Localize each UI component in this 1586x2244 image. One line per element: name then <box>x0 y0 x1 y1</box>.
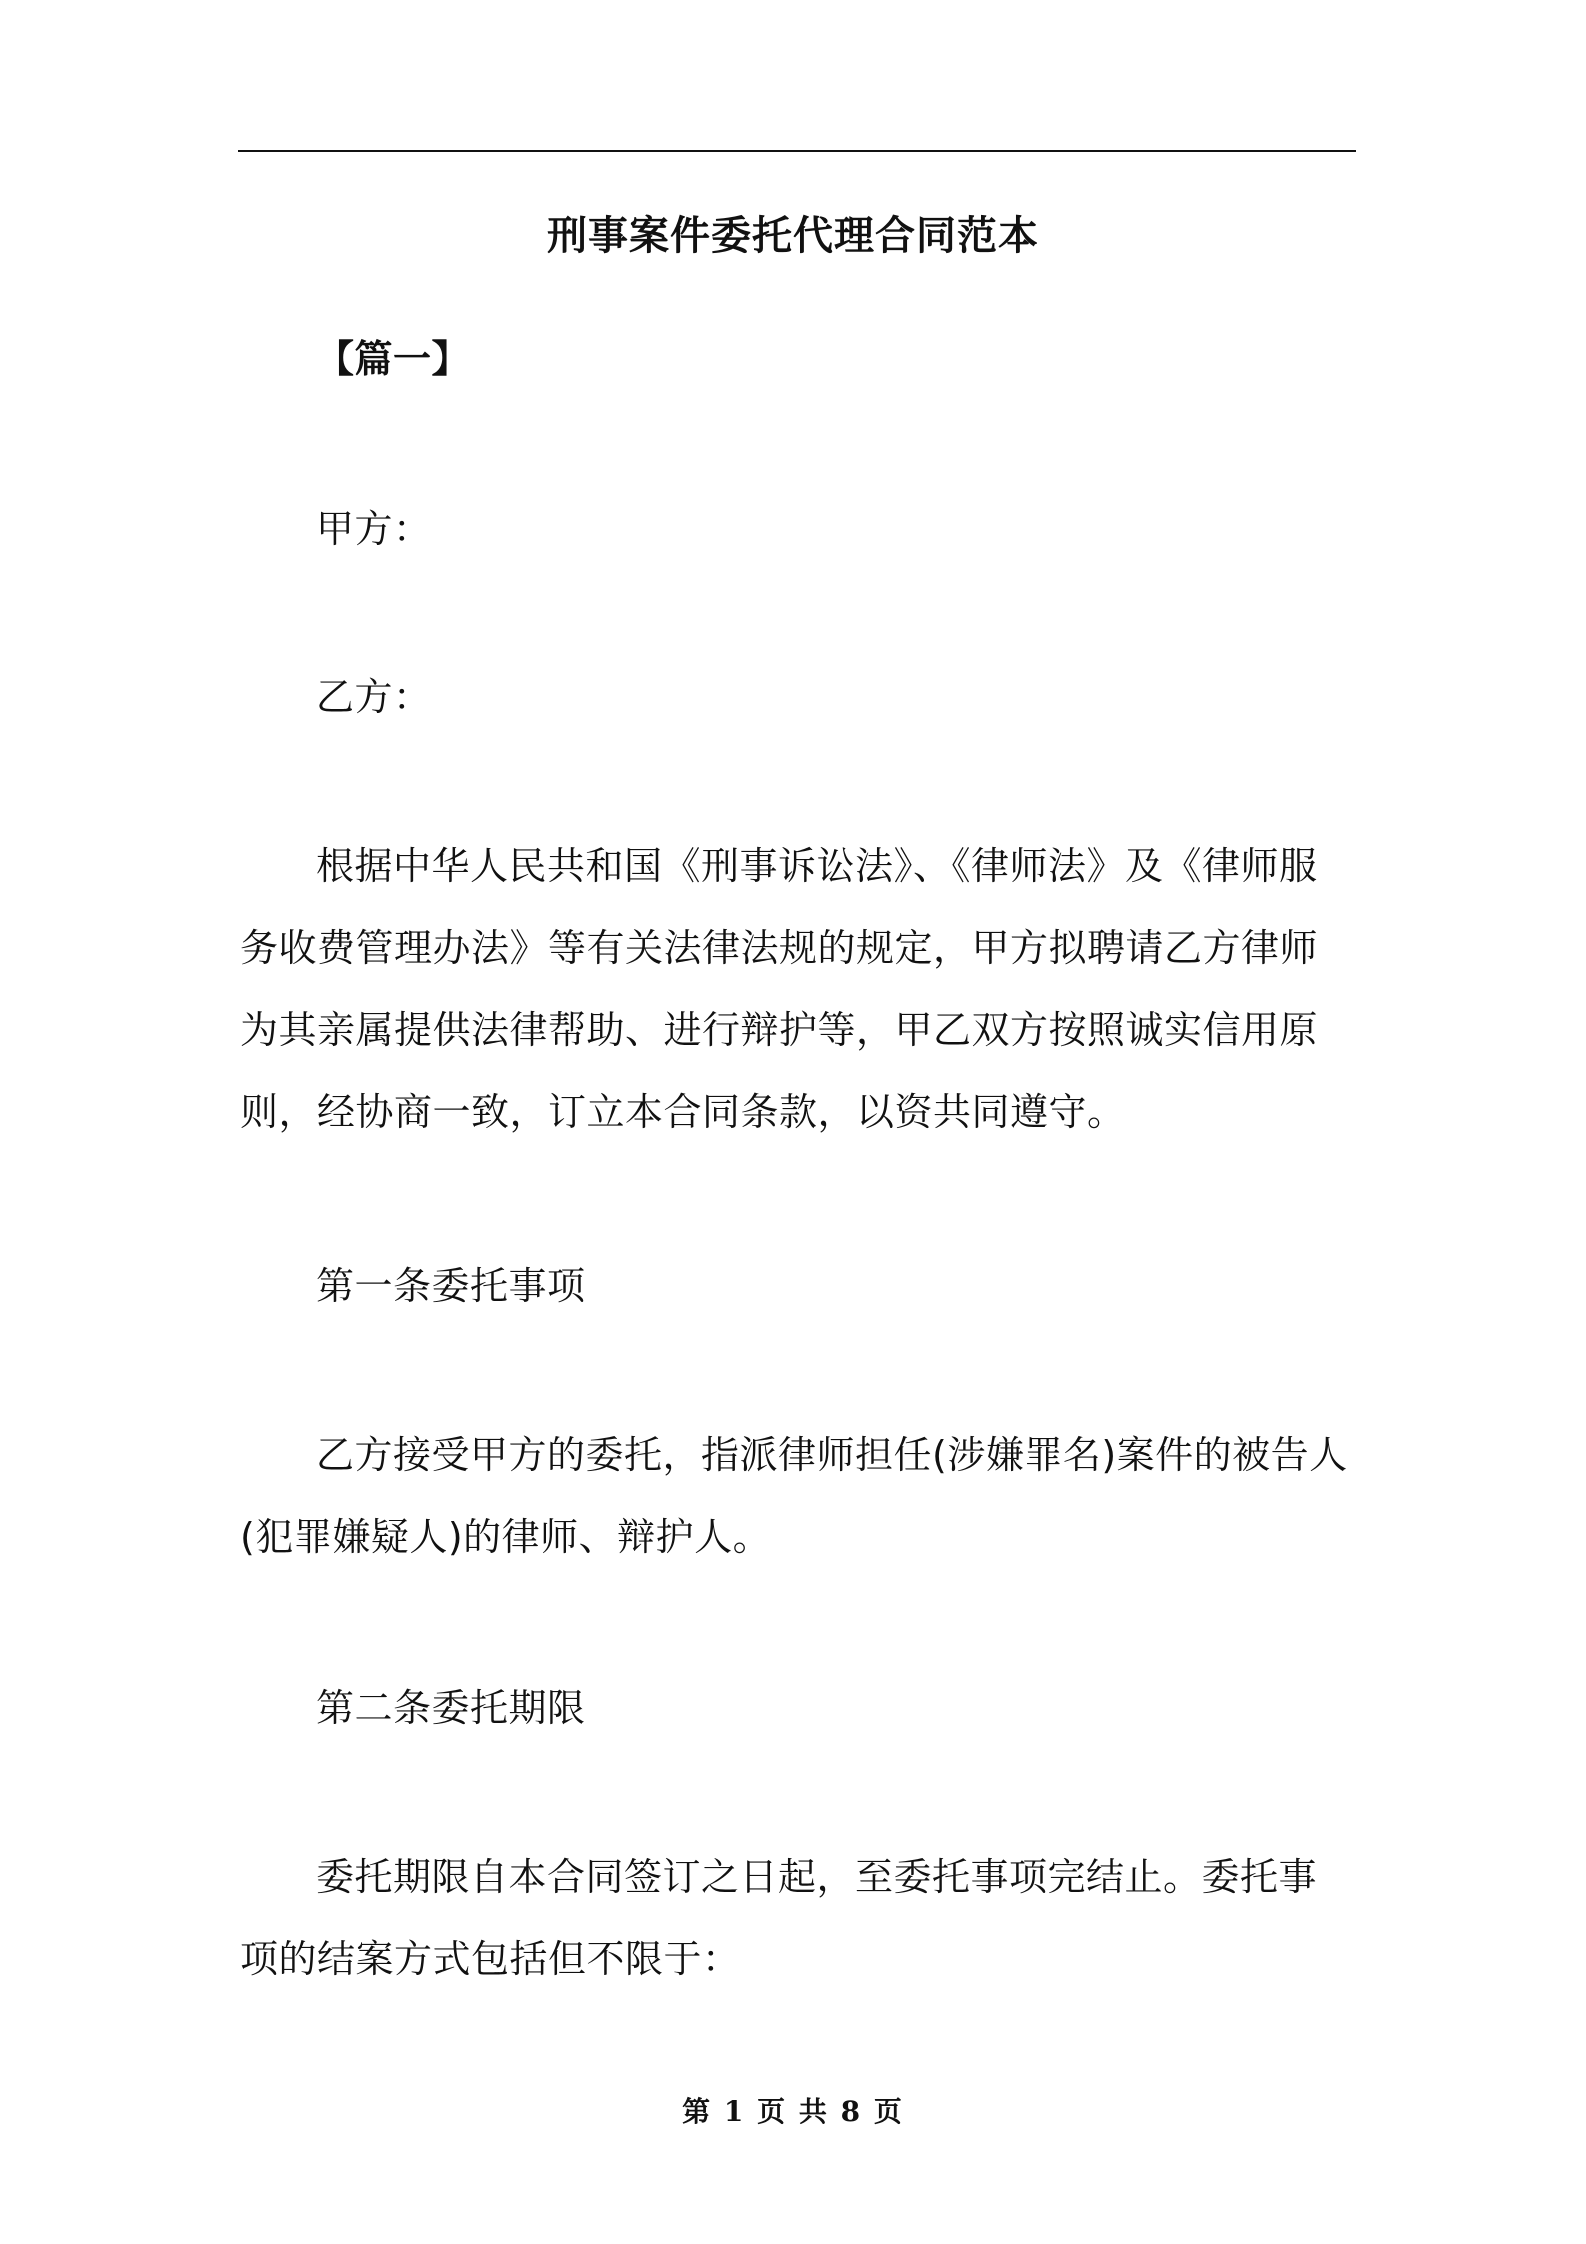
article-1-body: 乙方接受甲方的委托，指派律师担任(涉嫌罪名)案件的被告人(犯罪嫌疑人)的律师、辩护人。 <box>240 1433 1348 1559</box>
article-1-title: 第一条委托事项 <box>316 1264 586 1308</box>
party-a-label: 甲方： <box>316 507 432 551</box>
intro-paragraph: 根据中华人民共和国《刑事诉讼法》、《律师法》及《律师服务收费管理办法》等有关法律法规的规定，甲方拟聘请乙方律师为其亲属提供法律帮助、进行辩护等，甲乙双方按照诚实信用原则，经协商一致，订立本合同条款，以资共同遵守。 <box>240 844 1319 1134</box>
party-b-label: 乙方： <box>316 675 432 719</box>
article-2-title: 第二条委托期限 <box>316 1686 586 1730</box>
article-2-body: 委托期限自本合同签订之日起，至委托事项完结止。委托事项的结案方式包括但不限于： <box>240 1855 1318 1981</box>
header-rule <box>238 150 1356 152</box>
page-indicator: 第 1 页 共 8 页 <box>682 2095 904 2128</box>
document-title: 刑事案件委托代理合同范本 <box>547 213 1039 259</box>
section-heading: 【篇一】 <box>316 337 471 381</box>
